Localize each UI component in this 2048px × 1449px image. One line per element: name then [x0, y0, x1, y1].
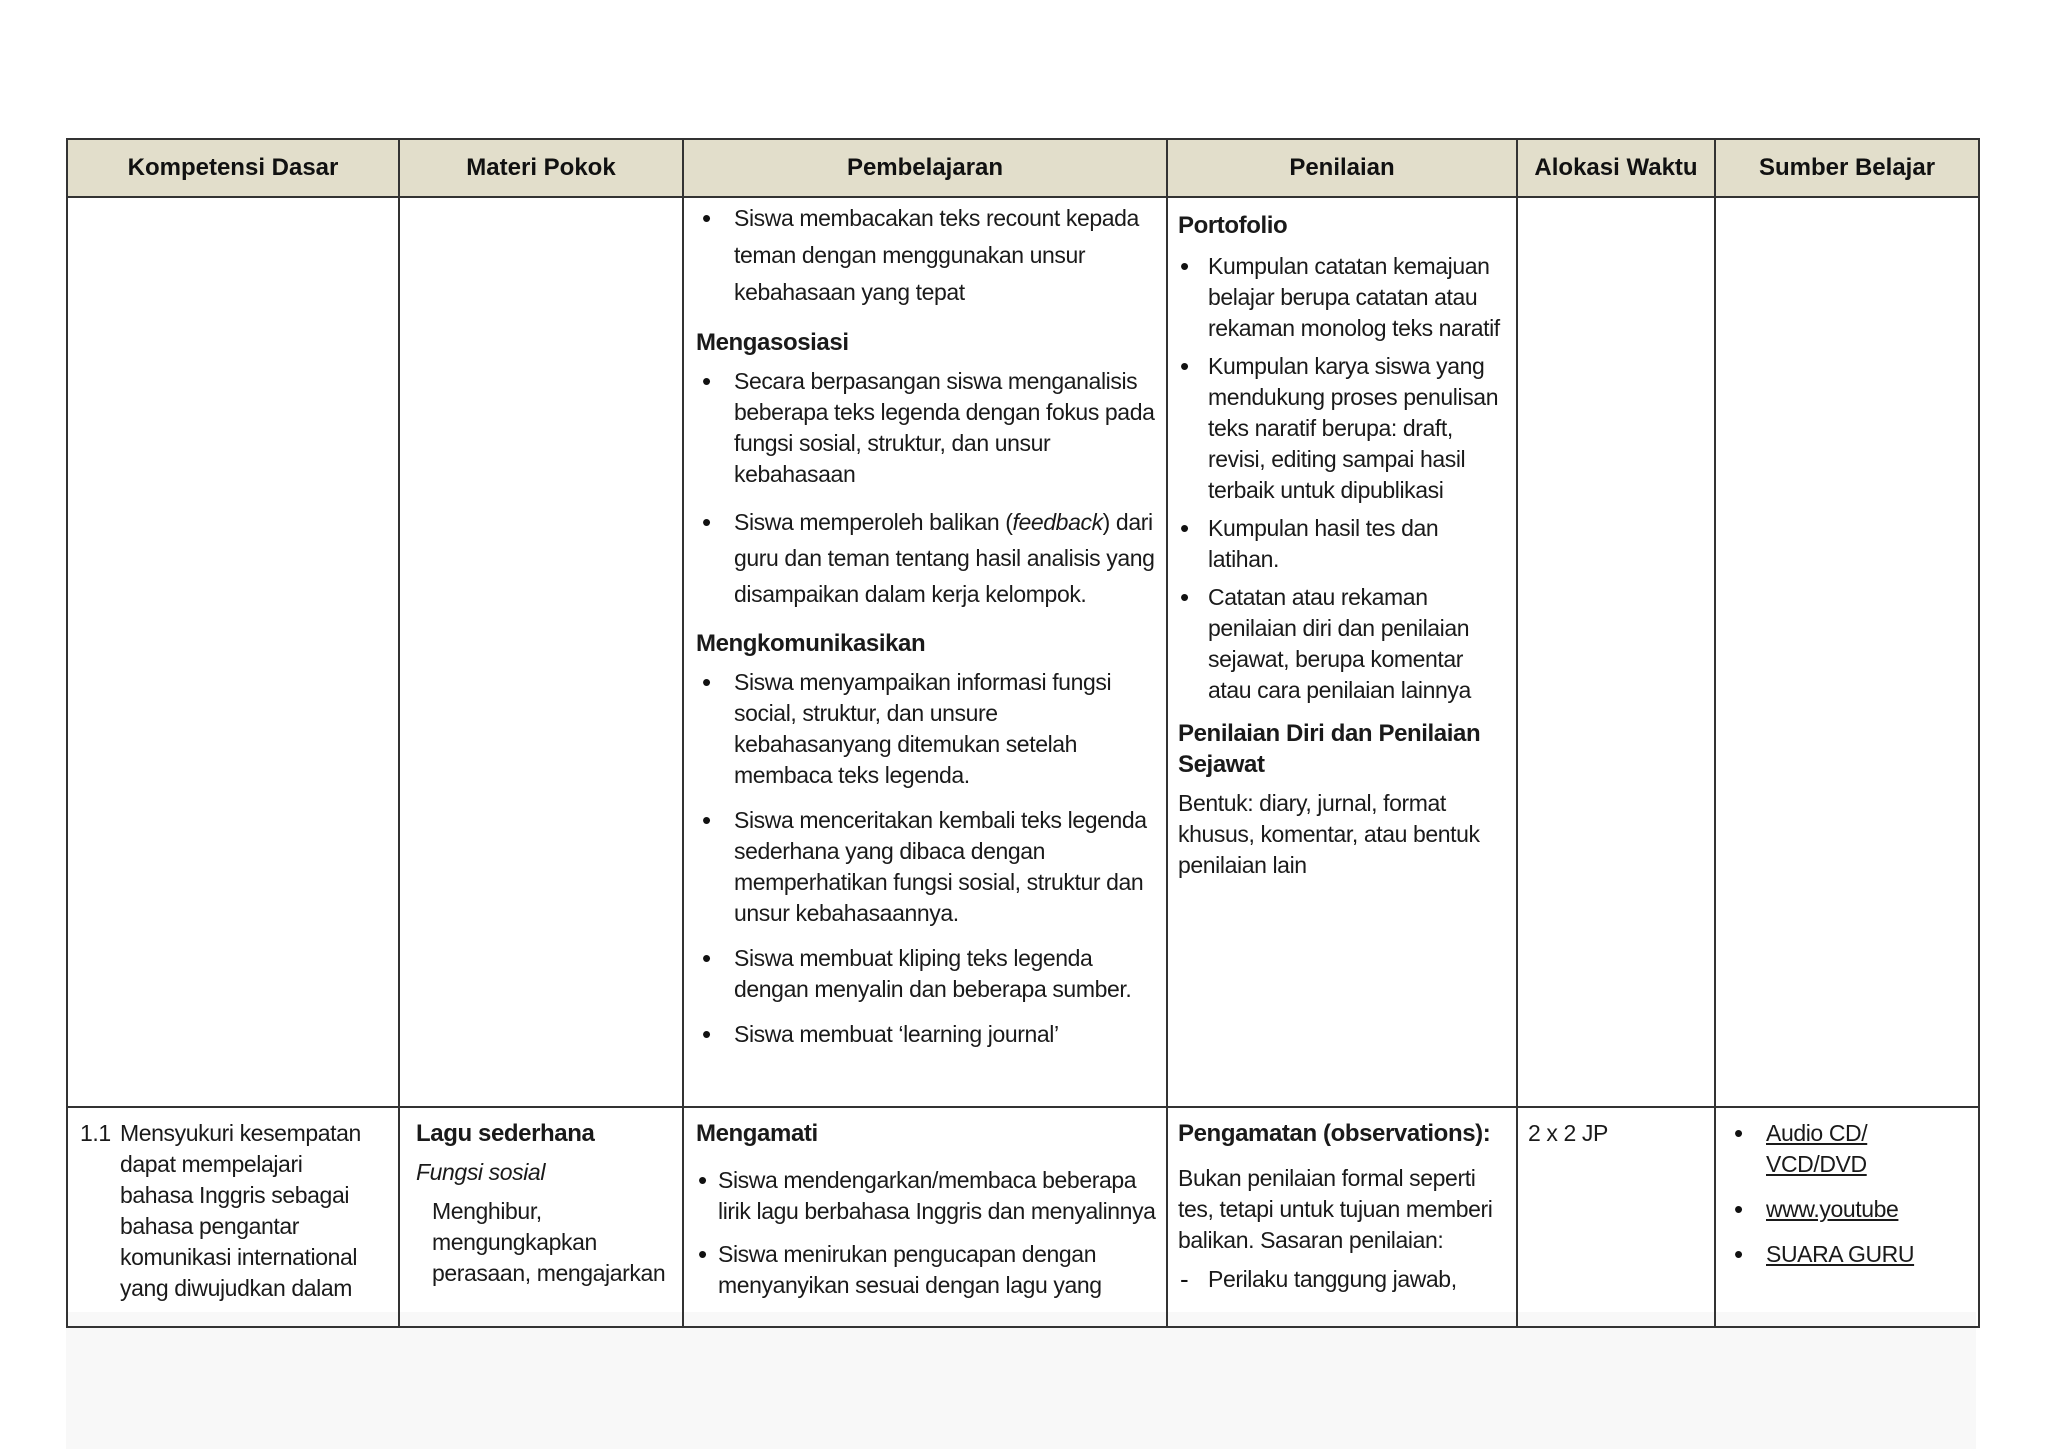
syllabus-table	[66, 138, 1980, 1328]
feedback-text-post: ) dari guru dan teman tentang hasil analisis yang disampaikan dalam kerja kelompok.	[734, 509, 1155, 607]
list-item: • Catatan atau rekaman penilaian diri dan penilaian sejawat, berupa komentar atau cara penilaian lainnya	[1178, 582, 1506, 706]
portofolio-list	[1178, 251, 1506, 706]
materi-title: Lagu sederhana	[416, 1120, 595, 1147]
mengkomunikasikan-list	[696, 667, 1158, 1050]
cell-sumber-empty	[1715, 197, 1979, 1107]
section-heading-mengkomunikasikan: Mengkomunikasikan	[696, 630, 926, 657]
list-item: - Perilaku tanggung jawab,	[1178, 1264, 1506, 1295]
list-item: • Siswa mendengarkan/membaca beberapa lirik lagu berbahasa Inggris dan menyalinnya	[696, 1165, 1160, 1227]
pembelajaran-intro-list	[696, 200, 1158, 311]
section-heading-pengamatan: Pengamatan (observations):	[1178, 1120, 1491, 1147]
cell-pembelajaran	[683, 1107, 1167, 1327]
list-item-feedback	[696, 504, 1158, 612]
alokasi-value: 2 x 2 JP	[1528, 1120, 1608, 1146]
section-heading-portofolio: Portofolio	[1178, 212, 1288, 239]
source-link-youtube[interactable]: • www.youtube	[1728, 1194, 1968, 1225]
list-item: • Siswa menyampaikan informasi fungsi social, struktur, dan unsure kebahasanyang ditemukan setelah membaca teks legenda.	[696, 667, 1158, 791]
source-link-audio[interactable]: • Audio CD/ VCD/DVD	[1728, 1118, 1968, 1180]
header-alokasi-waktu: Alokasi Waktu	[1517, 139, 1715, 197]
penilaian-diri-body: Bentuk: diary, jurnal, format khusus, komentar, atau bentuk penilaian lain	[1178, 790, 1480, 878]
cell-materi-empty	[399, 197, 683, 1107]
kd-number: 1.1	[80, 1120, 111, 1146]
header-kompetensi-dasar: Kompetensi Dasar	[67, 139, 399, 197]
cell-penilaian	[1167, 197, 1517, 1107]
table-row	[67, 1107, 1979, 1327]
cell-pembelajaran	[683, 197, 1167, 1107]
list-item: • Siswa membuat ‘learning journal’	[696, 1019, 1158, 1050]
list-item: • Kumpulan catatan kemajuan belajar berupa catatan atau rekaman monolog teks naratif	[1178, 251, 1506, 344]
list-item: • Siswa menirukan pengucapan dengan menyanyikan sesuai dengan lagu yang	[696, 1239, 1160, 1301]
cell-kompetensi-empty	[67, 197, 399, 1107]
header-sumber-belajar: Sumber Belajar	[1715, 139, 1979, 197]
pengamatan-list	[1178, 1264, 1506, 1295]
sumber-list	[1728, 1118, 1968, 1270]
table-row	[67, 197, 1979, 1107]
pengamatan-body: Bukan penilaian formal seperti tes, tetapi untuk tujuan memberi balikan. Sasaran penilaian:	[1178, 1165, 1493, 1253]
cell-sumber	[1715, 1107, 1979, 1327]
list-item: • Siswa membacakan teks recount kepada teman dengan menggunakan unsur kebahasaan yang tepat	[696, 200, 1158, 311]
mengamati-list	[696, 1165, 1160, 1301]
page-bottom-margin	[66, 1312, 1976, 1449]
list-item: • Kumpulan karya siswa yang mendukung proses penulisan teks naratif berupa: draft, revisi, editing sampai hasil terbaik untuk dipublikasi	[1178, 351, 1506, 506]
list-item: • Siswa menceritakan kembali teks legenda sederhana yang dibaca dengan memperhatikan fungsi sosial, struktur dan unsur kebahasaannya.	[696, 805, 1158, 929]
cell-kompetensi	[67, 1107, 399, 1327]
list-item: • Siswa membuat kliping teks legenda dengan menyalin dan beberapa sumber.	[696, 943, 1158, 1005]
header-penilaian: Penilaian	[1167, 139, 1517, 197]
materi-subtitle: Fungsi sosial	[416, 1159, 546, 1185]
section-heading-mengasosiasi: Mengasosiasi	[696, 329, 849, 356]
feedback-text-pre: Siswa memperoleh balikan (	[734, 509, 1013, 535]
section-heading-mengamati: Mengamati	[696, 1120, 818, 1147]
kd-text: Mensyukuri kesempatan dapat mempelajari bahasa Inggris sebagai bahasa pengantar komunikasi international yang diwujudkan dalam	[120, 1120, 361, 1301]
feedback-term: feedback	[1012, 509, 1103, 535]
header-pembelajaran: Pembelajaran	[683, 139, 1167, 197]
source-link-suara-guru[interactable]: • SUARA GURU	[1728, 1239, 1968, 1270]
section-heading-penilaian-diri: Penilaian Diri dan Penilaian Sejawat	[1178, 720, 1481, 778]
list-item: • Kumpulan hasil tes dan latihan.	[1178, 513, 1506, 575]
mengasosiasi-list	[696, 366, 1158, 612]
header-materi-pokok: Materi Pokok	[399, 139, 683, 197]
table-header-row	[67, 139, 1979, 197]
materi-body: Menghibur, mengungkapkan perasaan, mengajarkan	[432, 1198, 666, 1286]
cell-penilaian	[1167, 1107, 1517, 1327]
list-item: • Secara berpasangan siswa menganalisis beberapa teks legenda dengan fokus pada fungsi sosial, struktur, dan unsur kebahasaan	[696, 366, 1158, 490]
cell-alokasi	[1517, 1107, 1715, 1327]
cell-materi	[399, 1107, 683, 1327]
cell-alokasi-empty	[1517, 197, 1715, 1107]
